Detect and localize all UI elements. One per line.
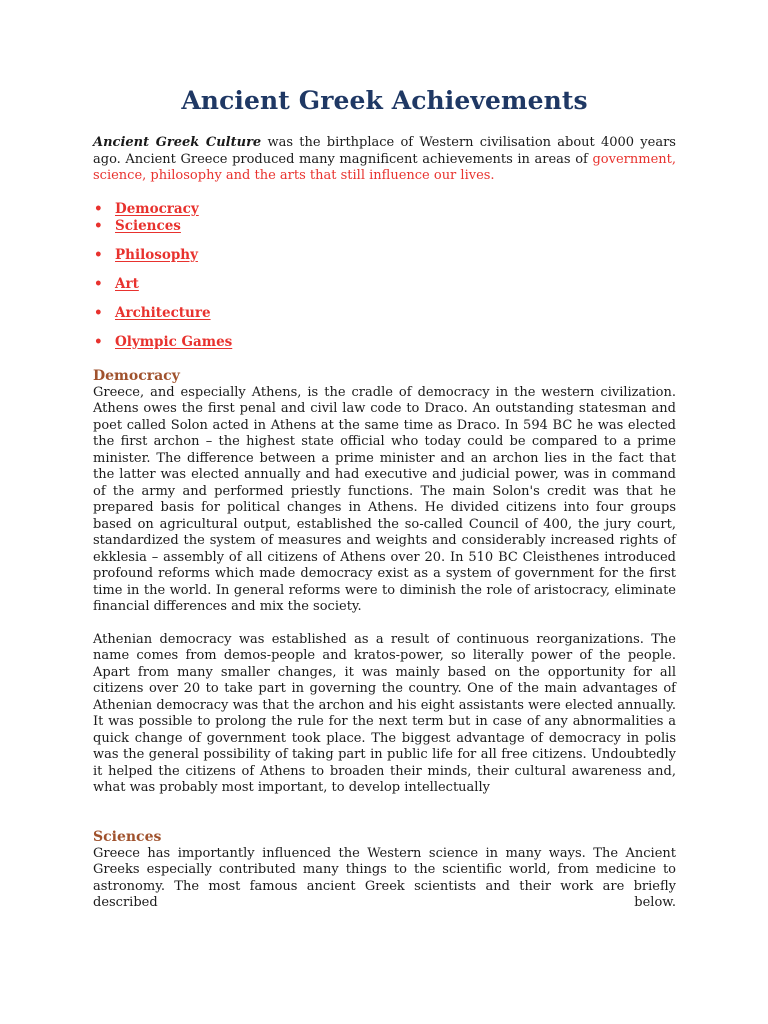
- toc-item-democracy: [94, 200, 676, 218]
- toc-link-sciences[interactable]: Sciences: [115, 217, 181, 234]
- democracy-paragraph-1: Greece, and especially Athens, is the cradle of democracy in the western civilization. Athens owes the first penal and civil law code to Draco. An outstanding statesman and poet called Solon acted in Athens at the same time as Draco. In 594 BC he was elected the first archon – the highest state official who today could be compared to a prime minister. The difference between a prime minister and an archon lies in the fact that the latter was elected annually and had executive and judicial power, was in command of the army and performed priestly functions. The main Solon's credit was that he prepared basis for political changes in Athens. He divided citizens into four groups based on agricultural output, established the so-called Council of 400, the jury court, standardized the system of measures and weights and considerably increased rights of ekklesia – assembly of all citizens of Athens over 20. In 510 BC Cleisthenes introduced profound reforms which made democracy exist as a system of government for the first time in the world. In general reforms were to diminish the role of aristocracy, eliminate financial differences and mix the society.: [93, 384, 676, 614]
- intro-highlight: government, science, philosophy and the arts that still influence our lives.: [93, 151, 676, 183]
- table-of-contents: [93, 201, 676, 351]
- toc-link-olympic-games[interactable]: Olympic Games: [115, 333, 233, 350]
- toc-item-architecture: [94, 304, 676, 322]
- toc-link-democracy[interactable]: Democracy: [115, 200, 199, 217]
- bullet-icon: •: [94, 217, 103, 234]
- section-heading-sciences: Sciences: [93, 828, 162, 845]
- toc-link-art[interactable]: Art: [115, 275, 139, 292]
- toc-item-art: [94, 275, 676, 293]
- bullet-icon: •: [94, 333, 103, 350]
- toc-item-olympic-games: [94, 333, 676, 351]
- page-title: Ancient Greek Achievements: [181, 86, 588, 115]
- section-heading-democracy: Democracy: [93, 367, 180, 384]
- bullet-icon: •: [94, 275, 103, 292]
- intro-paragraph: [93, 135, 676, 185]
- intro-text: was the birthplace of Western civilisation about 4000 years ago. Ancient Greece produced many magnificent achievements in areas of: [93, 135, 676, 167]
- bullet-icon: •: [94, 200, 103, 217]
- toc-item-philosophy: [94, 246, 676, 264]
- bullet-icon: •: [94, 246, 103, 263]
- toc-item-sciences: [94, 217, 676, 235]
- sciences-paragraph-1: Greece has importantly influenced the Western science in many ways. The Ancient Greeks especially contributed many things to the scientific world, from medicine to astronomy. The most famous ancient Greek scientists and their work are briefly described below.: [93, 845, 676, 910]
- toc-link-philosophy[interactable]: Philosophy: [115, 246, 198, 263]
- bullet-icon: •: [94, 304, 103, 321]
- intro-lead: Ancient Greek Culture: [93, 135, 262, 150]
- democracy-paragraph-2: Athenian democracy was established as a result of continuous reorganizations. The name comes from demos-people and kratos-power, so literally power of the people. Apart from many smaller changes, it was mainly based on the opportunity for all citizens over 20 to take part in governing the country. One of the main advantages of Athenian democracy was that the archon and his eight assistants were elected annually. It was possible to prolong the rule for the next term but in case of any abnormalities a quick change of government took place. The biggest advantage of democracy in polis was the general possibility of taking part in public life for all free citizens. Undoubtedly it helped the citizens of Athens to broaden their minds, their cultural awareness and, what was probably most important, to develop intellectually: [93, 631, 676, 795]
- toc-link-architecture[interactable]: Architecture: [115, 304, 211, 321]
